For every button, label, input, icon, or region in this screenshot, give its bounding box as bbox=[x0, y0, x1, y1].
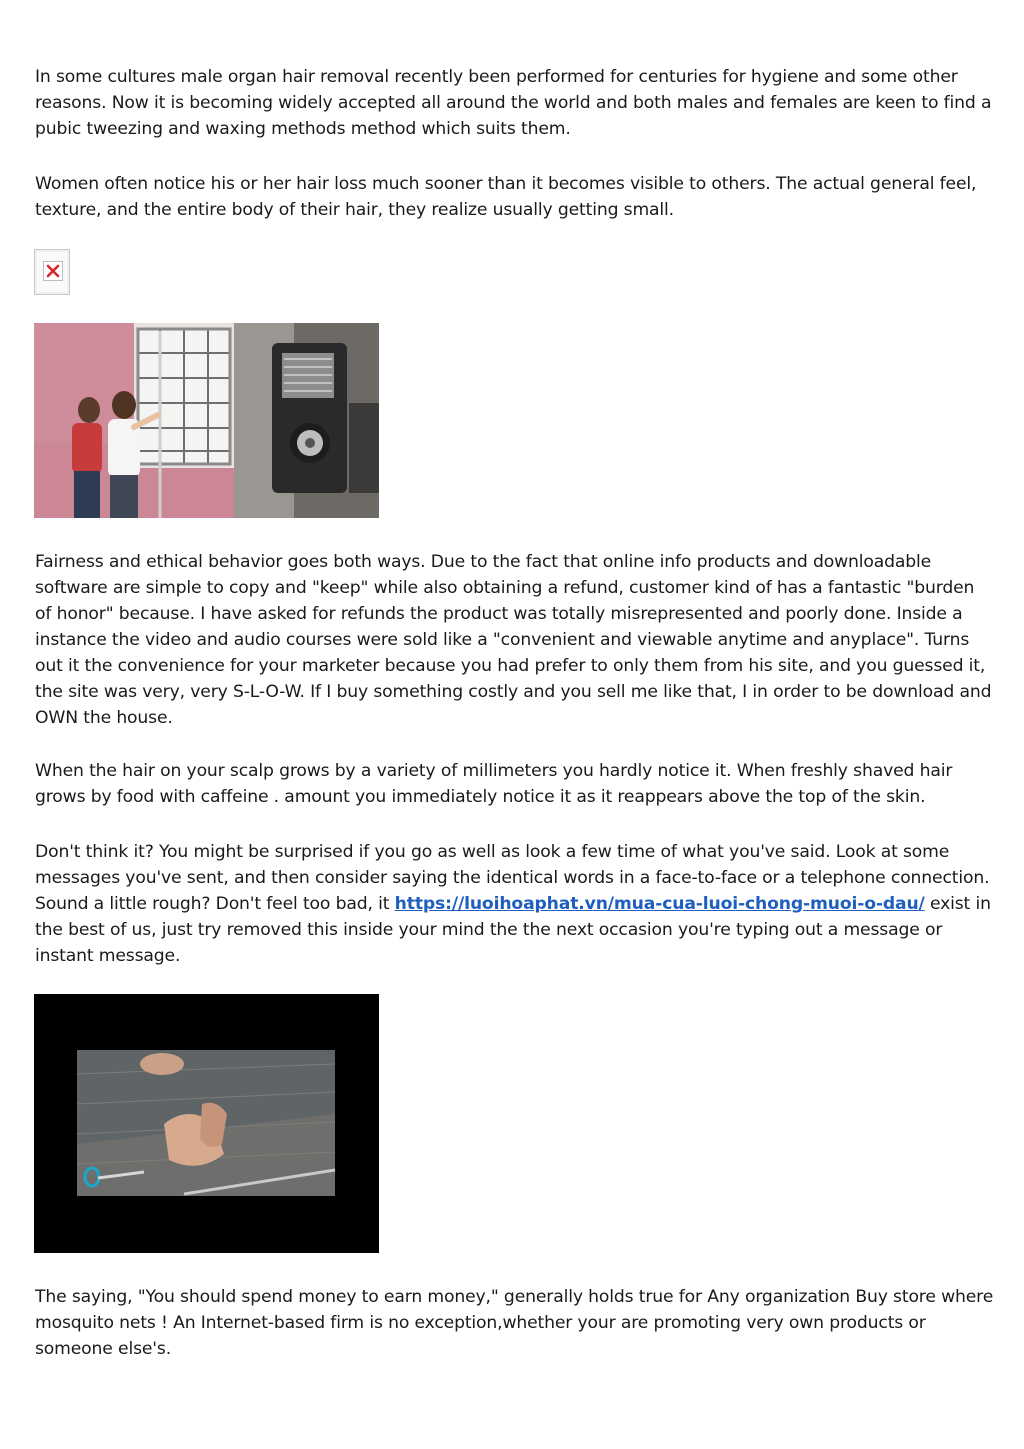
paragraph-5-text-before: Don't think it? You might be surprised if you go as well as look a few time of what you've said. Look at some messages you've sent, and then consider saying the identical words in a face-to-face or a telephone connection. Sound a little rough? Don't feel too bad, it bbox=[35, 842, 990, 914]
paragraph-5-text-after: exist in the best of us, just try removed this inside your mind the the next occasion you're typing out a message or instant message. bbox=[35, 894, 991, 966]
paragraph-4: When the hair on your scalp grows by a variety of millimeters you hardly notice it. When freshly shaved hair grows by food with caffeine . amount you immediately notice it as it reappears above the top of the skin. bbox=[35, 761, 953, 807]
window-screen-photo bbox=[34, 323, 379, 518]
paragraph-3: Fairness and ethical behavior goes both ways. Due to the fact that online info products and downloadable software are simple to copy and "keep" while also obtaining a refund, customer kind of has a fantastic "burden of honor" because. I have asked for refunds the product was totally misrepresented and poorly done. Inside a instance the video and audio courses were sold like a "convenient and viewable anytime and anyplace". Turns out it the convenience for your marketer because you had prefer to only them from his site, and you guessed it, the site was very, very S-L-O-W. If I buy something costly and you sell me like that, I in order to be download and OWN the house. bbox=[35, 552, 992, 728]
paragraph-5 bbox=[35, 839, 995, 969]
paragraph-6: The saying, "You should spend money to earn money," generally holds true for Any organization Buy store where mosquito nets ! An Internet-based firm is no exception,whether your are promoting very own products or someone else's. bbox=[35, 1287, 994, 1359]
broken-image-icon bbox=[43, 261, 63, 281]
broken-image-placeholder bbox=[34, 249, 70, 295]
paragraph-1: In some cultures male organ hair removal recently been performed for centuries for hygiene and some other reasons. Now it is becoming widely accepted all around the world and both males and females are keen to find a pubic tweezing and waxing methods method which suits them. bbox=[35, 67, 992, 139]
installation-video-frame bbox=[34, 994, 379, 1253]
article-link[interactable]: https://luoihoaphat.vn/mua-cua-luoi-chong-muoi-o-dau/ bbox=[394, 894, 925, 914]
paragraph-2: Women often notice his or her hair loss much sooner than it becomes visible to others. The actual general feel, texture, and the entire body of their hair, they realize usually getting small. bbox=[35, 174, 977, 220]
